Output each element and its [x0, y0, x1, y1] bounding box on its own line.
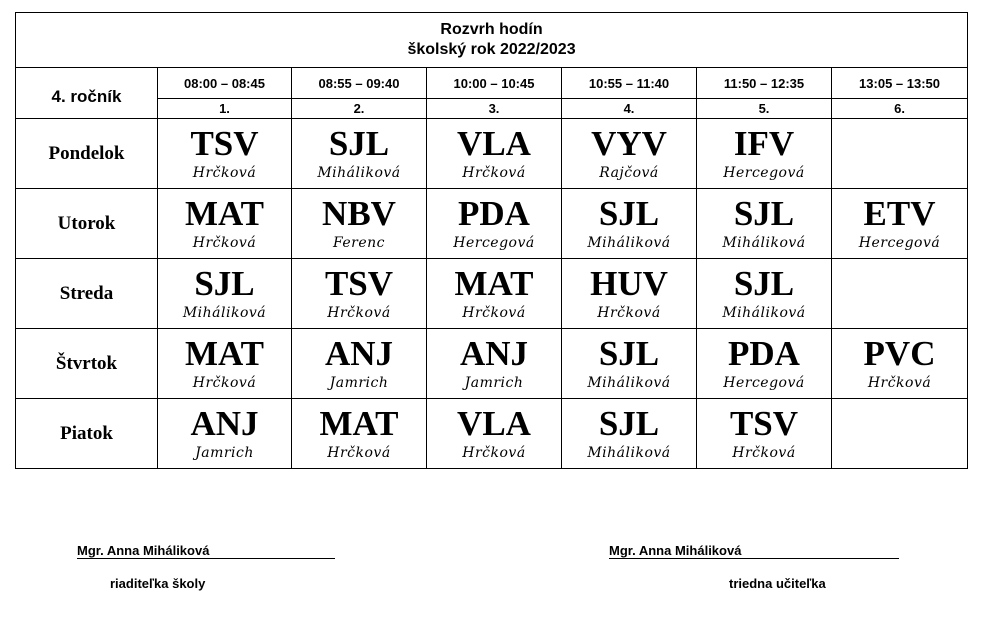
day-name: Utorok	[16, 189, 158, 259]
lesson-subject: NBV	[322, 193, 396, 233]
day-row	[16, 399, 968, 469]
lesson-teacher: Miháliková	[722, 234, 806, 251]
lesson-cell	[427, 119, 562, 189]
lesson-teacher: Hrčková	[327, 304, 391, 321]
period-number: 6.	[832, 99, 968, 119]
lesson-subject: MAT	[184, 193, 265, 233]
lesson-cell	[427, 329, 562, 399]
lesson-cell	[292, 259, 427, 329]
lesson-subject: TSV	[324, 263, 394, 303]
day-name: Streda	[16, 259, 158, 329]
lesson-subject: SJL	[194, 263, 255, 303]
lesson-subject: SJL	[598, 193, 660, 233]
period-number: 4.	[562, 99, 697, 119]
lesson-subject: MAT	[454, 263, 534, 303]
lesson-subject: TSV	[190, 123, 259, 163]
lesson-cell	[562, 399, 697, 469]
lesson-cell	[562, 119, 697, 189]
lesson-subject: SJL	[733, 193, 795, 233]
lesson-teacher: Hrčková	[867, 374, 932, 391]
lesson-teacher: Hrčková	[192, 164, 257, 181]
signature-left	[77, 543, 335, 559]
lesson-subject: VLA	[457, 403, 531, 443]
lesson-cell	[697, 259, 832, 329]
lesson-teacher: Hrčková	[192, 374, 257, 391]
signature-left-name: Mgr. Anna Miháliková	[77, 543, 210, 558]
lesson-subject: PDA	[728, 333, 800, 373]
lesson-teacher: Miháliková	[587, 444, 671, 461]
period-number: 2.	[292, 99, 427, 119]
day-name: Piatok	[16, 399, 158, 469]
lesson-cell	[832, 259, 968, 329]
lesson-subject: TSV	[729, 403, 799, 443]
lesson-teacher: Ferenc	[332, 234, 386, 251]
period-number: 3.	[427, 99, 562, 119]
lesson-teacher: Hercegová	[723, 374, 805, 391]
lesson-cell	[697, 189, 832, 259]
lesson-teacher: Miháliková	[587, 234, 671, 251]
period-time: 10:00 – 10:45	[427, 68, 562, 99]
lesson-subject: MAT	[319, 403, 399, 443]
lesson-subject: VLA	[457, 123, 531, 163]
lesson-teacher: Hrčková	[327, 444, 391, 461]
day-row	[16, 259, 968, 329]
lesson-subject: ANJ	[190, 403, 259, 443]
school-year: školský rok 2022/2023	[407, 41, 576, 58]
lesson-cell	[832, 189, 968, 259]
lesson-teacher: Hercegová	[723, 164, 805, 181]
day-row	[16, 119, 968, 189]
signature-right-role: triedna učiteľka	[729, 576, 826, 591]
signature-left-role: riaditeľka školy	[110, 576, 206, 591]
lesson-teacher: Hrčková	[462, 164, 526, 181]
lesson-cell	[562, 189, 697, 259]
period-time: 10:55 – 11:40	[562, 68, 697, 99]
day-name: Štvrtok	[16, 329, 158, 399]
lesson-subject: SJL	[328, 123, 390, 163]
title-block	[16, 13, 968, 68]
period-time: 13:05 – 13:50	[832, 68, 968, 99]
lesson-cell	[427, 259, 562, 329]
period-number: 1.	[158, 99, 292, 119]
lesson-cell	[697, 329, 832, 399]
lesson-teacher: Hrčková	[462, 444, 526, 461]
signature-right	[609, 543, 899, 559]
lesson-cell	[292, 189, 427, 259]
lesson-teacher: Hercegová	[453, 234, 535, 251]
lesson-teacher: Hrčková	[597, 304, 661, 321]
lesson-teacher: Miháliková	[587, 374, 671, 391]
lesson-teacher: Hercegová	[858, 234, 941, 251]
lesson-cell	[427, 189, 562, 259]
lesson-cell	[562, 259, 697, 329]
lesson-cell	[158, 119, 292, 189]
lesson-cell	[832, 399, 968, 469]
lesson-subject: ETV	[863, 193, 936, 233]
lesson-teacher: Rajčová	[599, 164, 659, 181]
lesson-subject: ANJ	[324, 333, 394, 373]
day-row	[16, 329, 968, 399]
lesson-teacher: Jamrich	[329, 374, 389, 391]
lesson-subject: HUV	[590, 263, 668, 303]
lesson-cell	[158, 259, 292, 329]
lesson-cell	[158, 399, 292, 469]
day-name: Pondelok	[16, 119, 158, 189]
timetable-sheet	[15, 12, 968, 469]
lesson-teacher: Miháliková	[317, 164, 401, 181]
day-row	[16, 189, 968, 259]
lesson-cell	[292, 119, 427, 189]
lesson-cell	[292, 399, 427, 469]
lesson-cell	[832, 119, 968, 189]
lesson-teacher: Hrčková	[462, 304, 526, 321]
lesson-teacher: Jamrich	[464, 374, 524, 391]
lesson-subject: SJL	[598, 333, 660, 373]
lesson-teacher: Hrčková	[192, 234, 257, 251]
lesson-cell	[697, 119, 832, 189]
lesson-subject: SJL	[733, 263, 795, 303]
lesson-subject: SJL	[598, 403, 660, 443]
lesson-teacher: Miháliková	[182, 304, 267, 321]
lesson-subject: PDA	[458, 193, 530, 233]
period-number: 5.	[697, 99, 832, 119]
period-time: 11:50 – 12:35	[697, 68, 832, 99]
lesson-cell	[562, 329, 697, 399]
lesson-subject: PVC	[863, 333, 936, 373]
lesson-teacher: Hrčková	[732, 444, 796, 461]
period-time: 08:55 – 09:40	[292, 68, 427, 99]
signature-right-name: Mgr. Anna Miháliková	[609, 543, 742, 558]
lesson-cell	[832, 329, 968, 399]
lesson-cell	[158, 189, 292, 259]
lesson-subject: IFV	[733, 123, 795, 163]
lesson-subject: VYV	[591, 123, 667, 163]
page-title: Rozvrh hodín	[440, 21, 543, 38]
lesson-teacher: Jamrich	[195, 444, 254, 461]
lesson-cell	[697, 399, 832, 469]
timetable	[15, 12, 968, 469]
lesson-cell	[158, 329, 292, 399]
period-time: 08:00 – 08:45	[158, 68, 292, 99]
lesson-cell	[292, 329, 427, 399]
grade-label: 4. ročník	[16, 68, 158, 119]
lesson-teacher: Miháliková	[722, 304, 806, 321]
lesson-subject: MAT	[184, 333, 265, 373]
lesson-cell	[427, 399, 562, 469]
lesson-subject: ANJ	[459, 333, 529, 373]
